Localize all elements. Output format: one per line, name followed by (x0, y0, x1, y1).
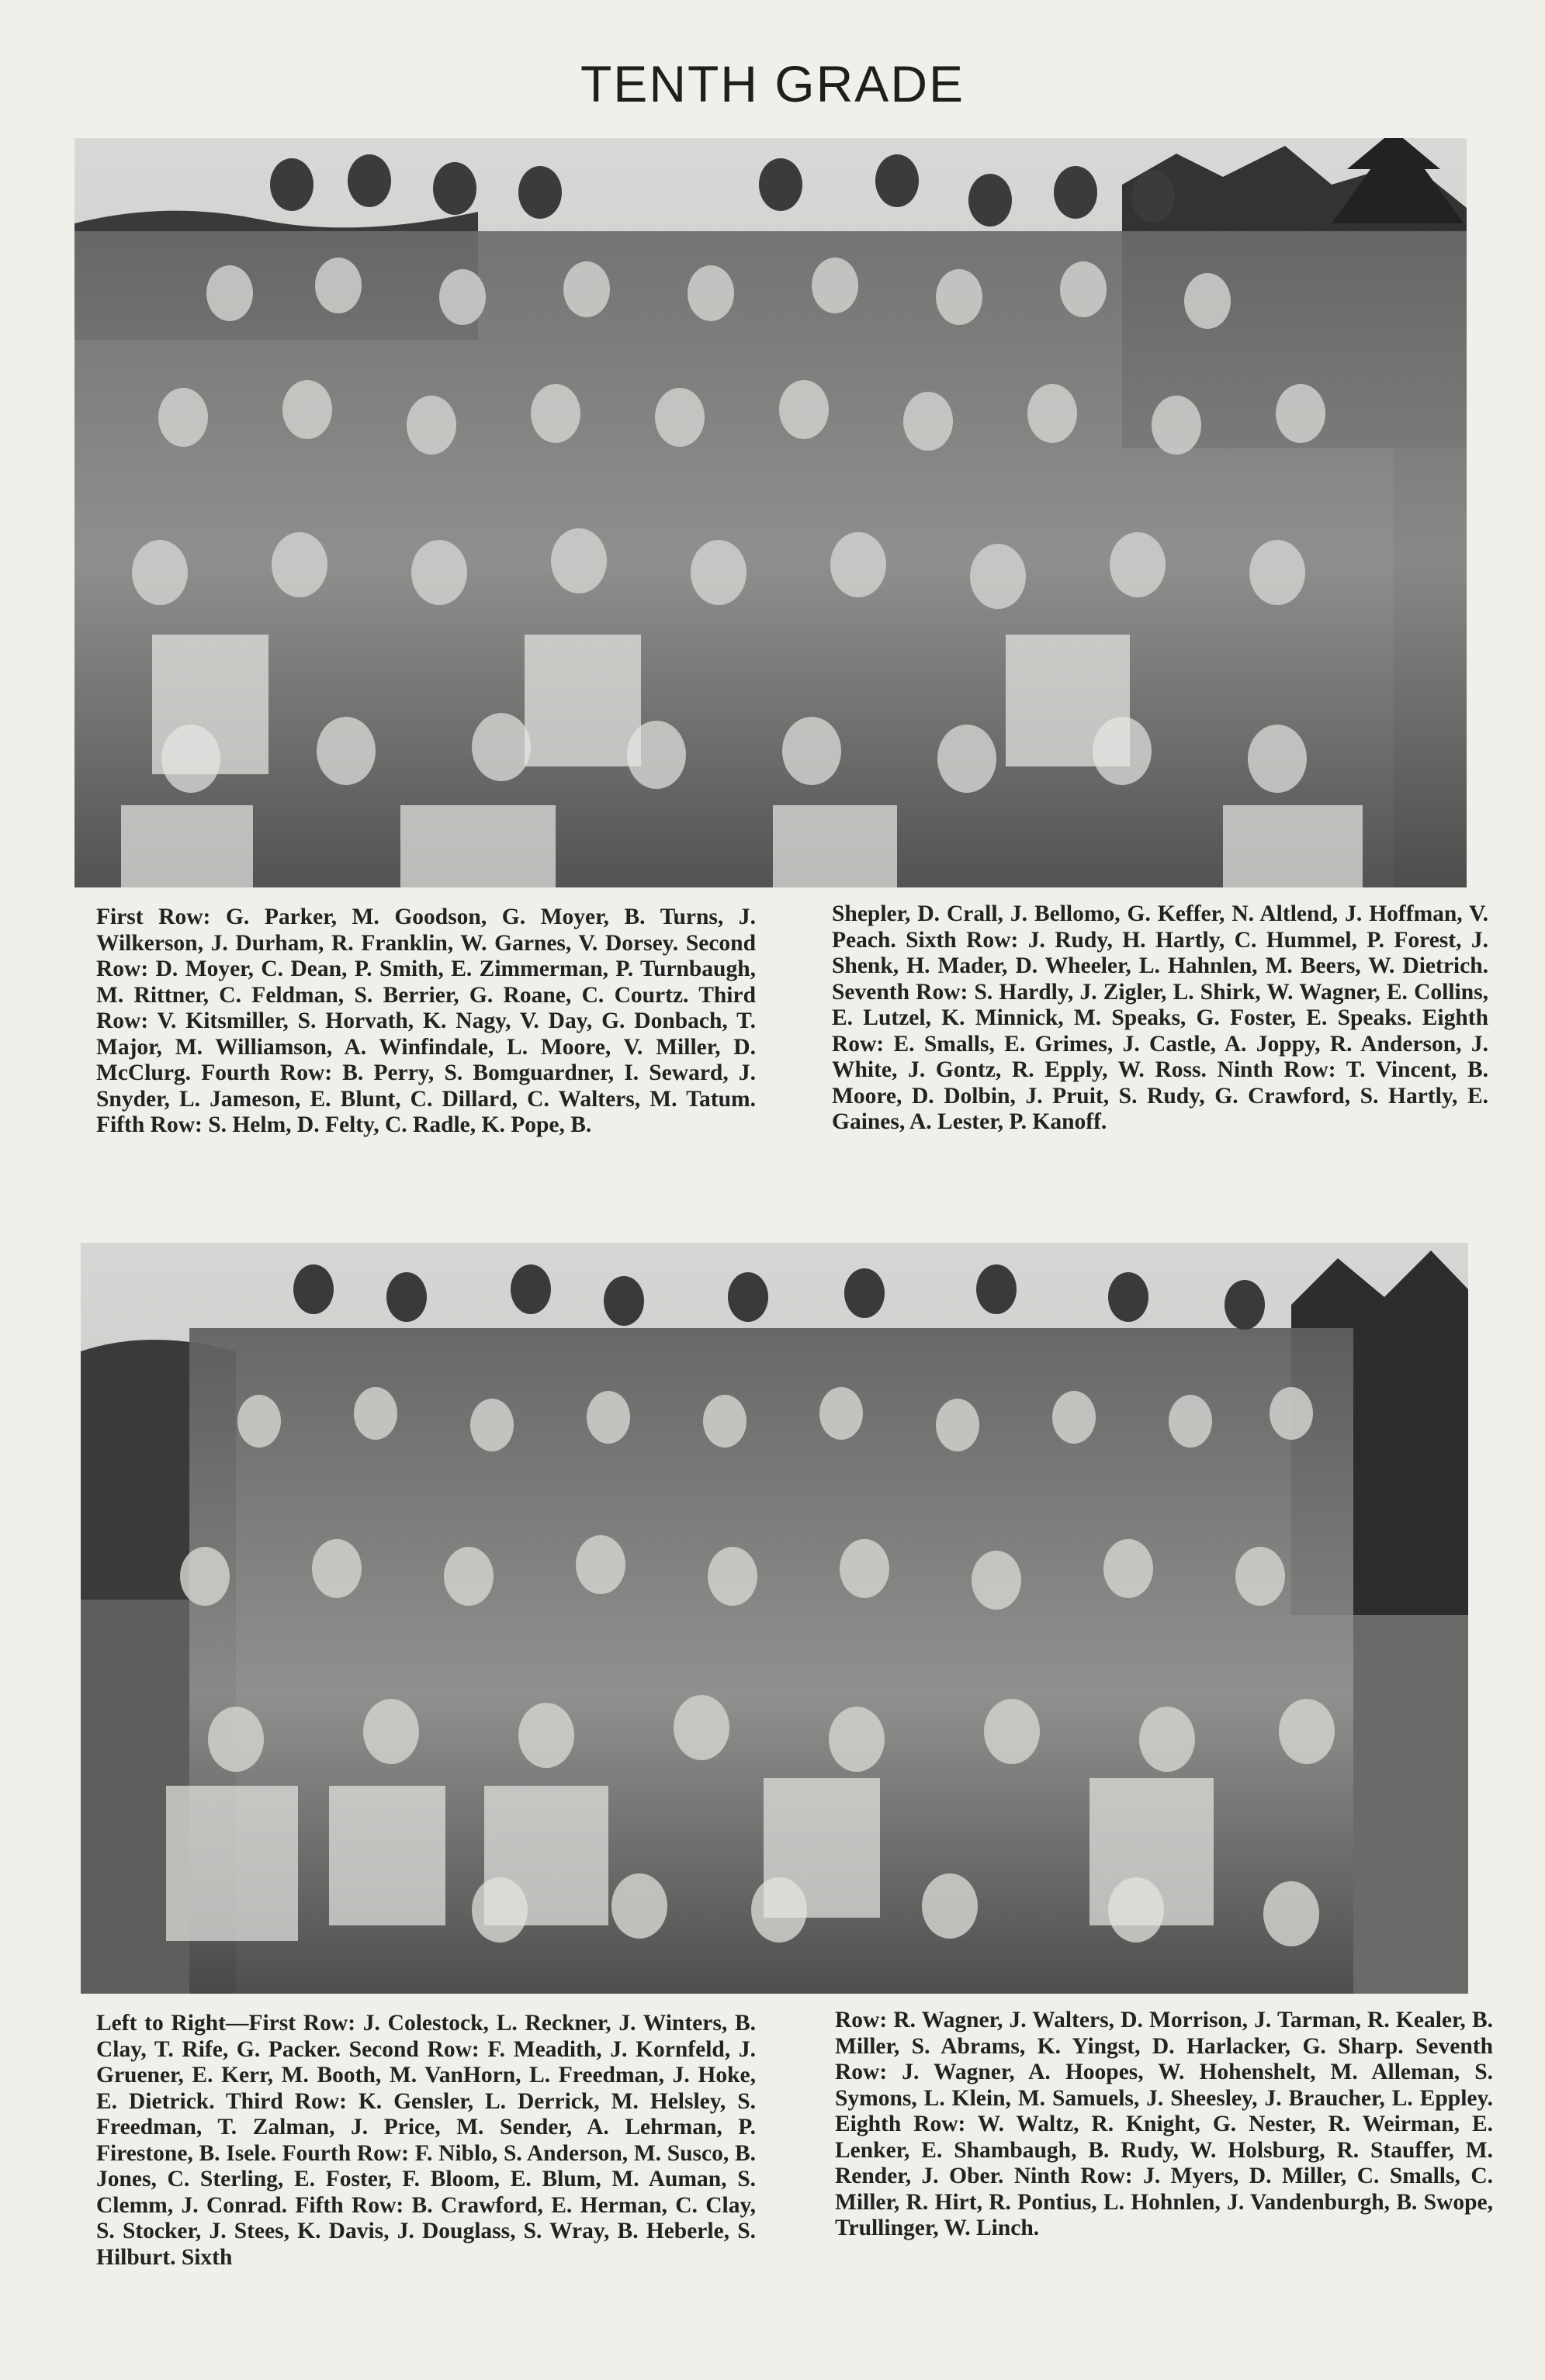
photo-1-caption-right: Shepler, D. Crall, J. Bellomo, G. Keffer, N. Altlend, J. Hoffman, V. Peach. Sixth Row: J. Rudy, H. Hartly, C. Hummel, P. Forest, J. Shenk, H. Mader, D. Wheeler, L. Hahnlen, M. Beers, W. Dietrich. Seventh Row: S. Hardly, J. Zigler, L. Shirk, W. Wagner, E. Collins, E. Lutzel, K. Minnick, M. Speaks, G. Foster, E. Speaks. Eighth Row: E. Smalls, E. Grimes, J. Castle, A. Joppy, R. Anderson, J. White, J. Gontz, R. Epply, W. Ross. Ninth Row: T. Vincent, B. Moore, D. Dolbin, J. Pruit, S. Rudy, G. Crawford, S. Hartly, E. Gaines, A. Lester, P. Kanoff. (832, 901, 1488, 1134)
photo-1-caption-left: First Row: G. Parker, M. Goodson, G. Moyer, B. Turns, J. Wilkerson, J. Durham, R. Franklin, W. Garnes, V. Dorsey. Second Row: D. Moyer, C. Dean, P. Smith, E. Zimmerman, P. Turnbaugh, M. Rittner, C. Feldman, S. Berrier, G. Roane, C. Courtz. Third Row: V. Kitsmiller, S. Horvath, K. Nagy, V. Day, G. Donbach, T. Major, M. Williamson, A. Winfindale, L. Moore, V. Miller, D. McClurg. Fourth Row: B. Perry, S. Bomguardner, I. Seward, J. Snyder, L. Jameson, E. Blunt, C. Dillard, C. Walters, M. Tatum. Fifth Row: S. Helm, D. Felty, C. Radle, K. Pope, B. (96, 905, 756, 1137)
photo-2-caption-right: Row: R. Wagner, J. Walters, D. Morrison, J. Tarman, R. Kealer, B. Miller, S. Abrams, K. Yingst, D. Harlacker, G. Sharp. Seventh Row: J. Wagner, A. Hoopes, W. Hohenshelt, M. Alleman, S. Symons, L. Klein, M. Samuels, J. Sheesley, J. Braucher, L. Eppley. Eighth Row: W. Waltz, R. Knight, G. Nester, R. Weirman, E. Lenker, E. Shambaugh, B. Rudy, W. Holsburg, R. Stauffer, M. Render, J. Ober. Ninth Row: J. Myers, D. Miller, C. Smalls, C. Miller, R. Hirt, R. Pontius, L. Hohnlen, J. Vandenburgh, B. Swope, Trullinger, W. Linch. (835, 2008, 1493, 2240)
class-group-photo-1 (74, 138, 1467, 887)
photo-2-caption-left: Left to Right—First Row: J. Colestock, L. Reckner, J. Winters, B. Clay, T. Rife, G. Packer. Second Row: F. Meadith, J. Kornfeld, J. Gruener, E. Kerr, M. Booth, M. VanHorn, L. Freedman, J. Hoke, E. Dietrick. Third Row: K. Gensler, L. Derrick, M. Helsley, S. Freedman, T. Zalman, J. Price, M. Sender, A. Lehrman, P. Firestone, B. Isele. Fourth Row: F. Niblo, S. Anderson, M. Susco, B. Jones, C. Sterling, E. Foster, F. Bloom, E. Blum, M. Auman, S. Clemm, J. Conrad. Fifth Row: B. Crawford, E. Herman, C. Clay, S. Stocker, J. Stees, K. Davis, J. Douglass, S. Wray, B. Heberle, S. Hilburt. Sixth (96, 2011, 756, 2270)
photo-1-illustration (74, 138, 1467, 887)
photo-2-illustration (81, 1243, 1468, 1994)
class-group-photo-2 (81, 1243, 1468, 1994)
page-title: TENTH GRADE (580, 55, 965, 112)
